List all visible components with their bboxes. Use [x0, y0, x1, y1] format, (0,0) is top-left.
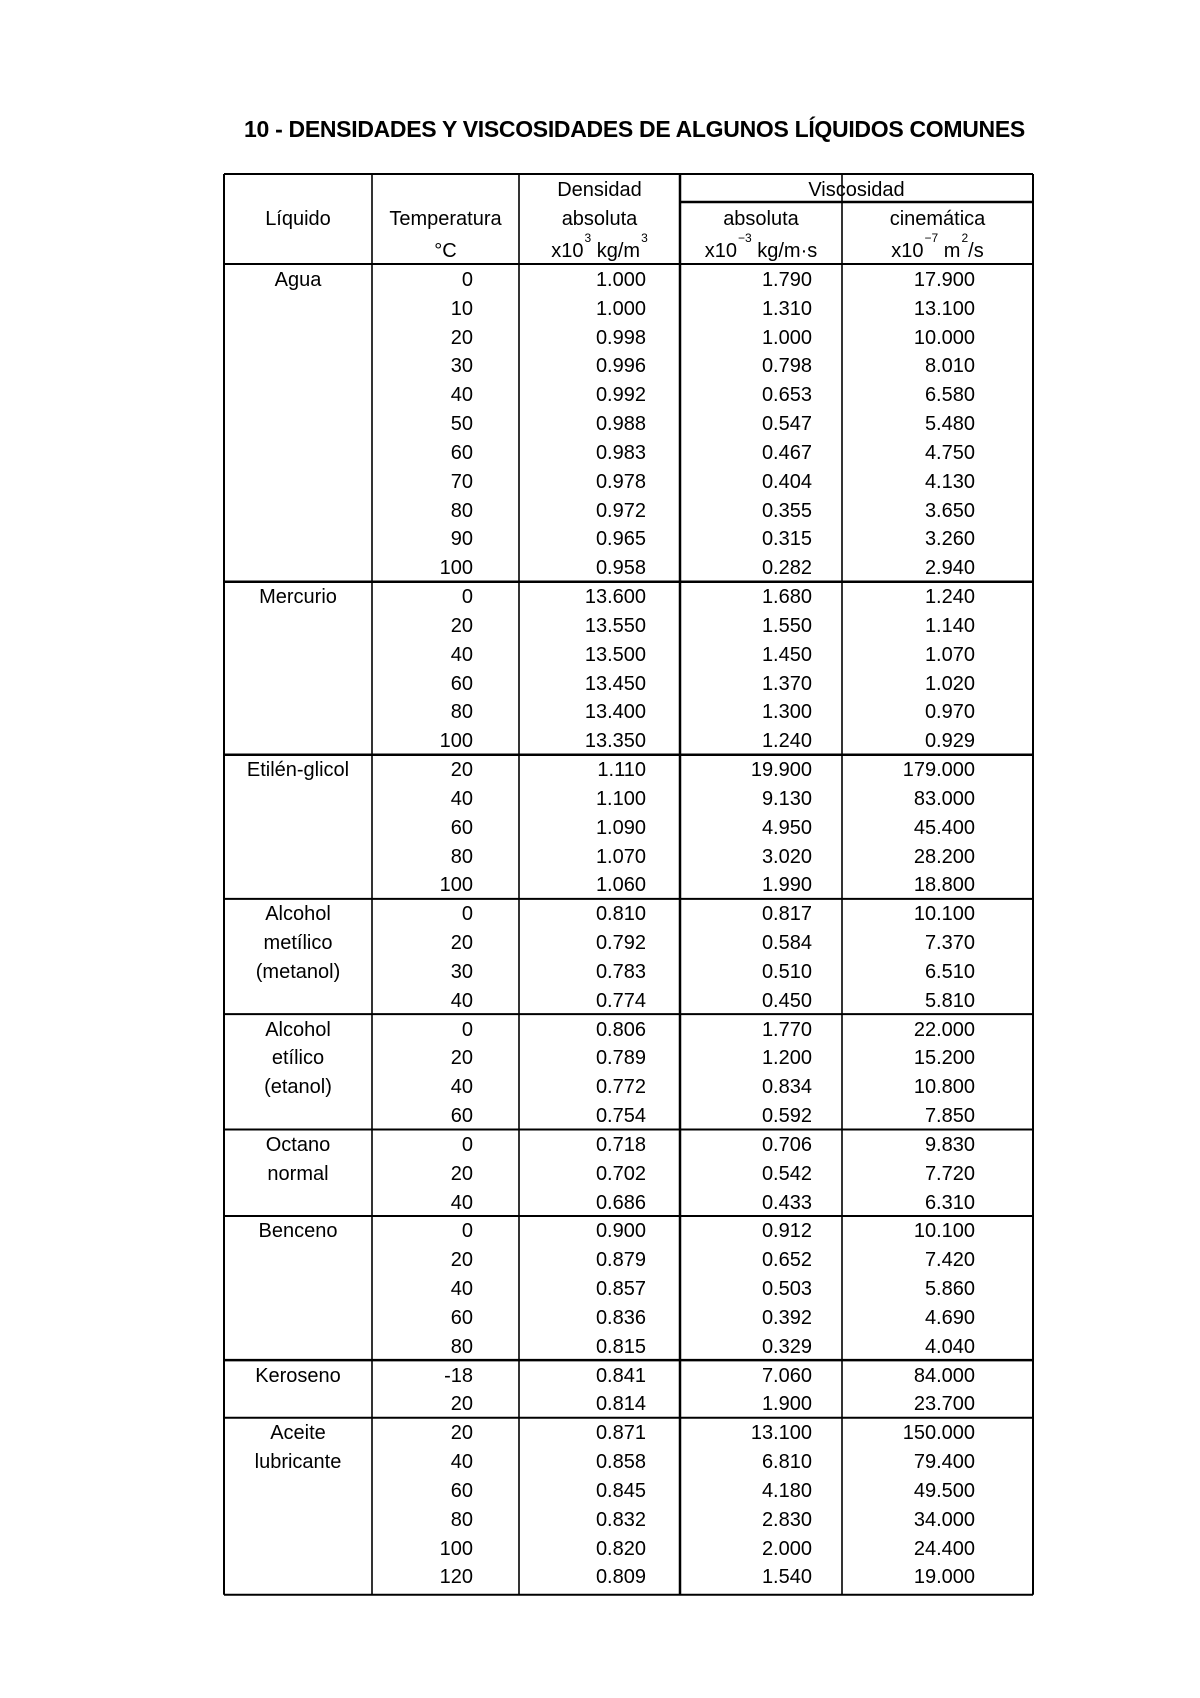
- table-cell: 40: [450, 384, 473, 407]
- table-cell: 4.040: [924, 1335, 975, 1358]
- header-densidad-unit-exponent: 3: [584, 231, 592, 246]
- table-cell: 0.810: [595, 903, 646, 926]
- table-cell: 20: [450, 1047, 473, 1070]
- header-viscosidad-absoluta: absoluta: [723, 208, 799, 230]
- table-cell: 0.702: [595, 1162, 646, 1185]
- table-cell: 1.240: [924, 586, 975, 609]
- table-cell: 6.310: [924, 1191, 975, 1214]
- header-viscosidad-cinematica-unit-unit-tail: /s: [968, 240, 984, 262]
- table-cell: -18: [444, 1364, 473, 1387]
- table-cell: 10: [450, 297, 473, 320]
- liquid-name: lubricante: [254, 1451, 342, 1474]
- table-cell: 13.450: [584, 672, 646, 695]
- liquid-name: Aceite: [270, 1422, 326, 1445]
- table-cell: 50: [450, 413, 473, 436]
- header-viscosidad-absoluta-unit-exponent: −3: [738, 231, 752, 246]
- table-cell: 0.832: [595, 1508, 646, 1531]
- table-cell: 8.010: [924, 355, 975, 378]
- page-title: 10 - DENSIDADES Y VISCOSIDADES DE ALGUNOS LÍQUIDOS COMUNES: [244, 116, 1025, 142]
- table-cell: 4.130: [924, 470, 975, 493]
- table-cell: 0.542: [761, 1162, 812, 1185]
- liquid-name: (metanol): [255, 960, 341, 983]
- table-cell: 0.965: [595, 528, 646, 551]
- table-cell: 4.690: [924, 1306, 975, 1329]
- table-cell: 0.584: [761, 932, 812, 955]
- table-cell: 49.500: [913, 1479, 975, 1502]
- table-cell: 2.000: [761, 1537, 812, 1560]
- table-cell: 0.929: [924, 730, 975, 753]
- table-cell: 1.310: [761, 297, 812, 320]
- liquid-name: Etilén-glicol: [246, 759, 350, 782]
- table-cell: 13.100: [750, 1422, 812, 1445]
- table-cell: 0.392: [761, 1306, 812, 1329]
- table-cell: 1.990: [761, 874, 812, 897]
- table-cell: 13.350: [584, 730, 646, 753]
- table-cell: 24.400: [913, 1537, 975, 1560]
- table-cell: 6.810: [761, 1451, 812, 1474]
- table-cell: 20: [450, 1422, 473, 1445]
- liquid-name: (etanol): [264, 1076, 332, 1099]
- table-cell: 1.070: [595, 845, 646, 868]
- table-cell: 30: [450, 355, 473, 378]
- table-cell: 0.798: [761, 355, 812, 378]
- liquid-name: Alcohol: [265, 1018, 331, 1041]
- table-cell: 0.789: [595, 1047, 646, 1070]
- table-cell: 30: [450, 960, 473, 983]
- table-cell: 0.814: [595, 1393, 646, 1416]
- header-viscosidad-cinematica-unit-unit-exponent: 2: [961, 231, 969, 246]
- table-cell: 80: [450, 845, 473, 868]
- header-viscosidad-absoluta-unit: [681, 231, 841, 262]
- table-cell: 1.900: [761, 1393, 812, 1416]
- table-cell: 0.988: [595, 413, 646, 436]
- table-cell: 0.652: [761, 1249, 812, 1272]
- table-cell: 0.772: [595, 1076, 646, 1099]
- header-densidad-unit: [521, 231, 679, 262]
- table-cell: 0.510: [761, 960, 812, 983]
- table-cell: 7.720: [924, 1162, 975, 1185]
- table-cell: 80: [450, 499, 473, 522]
- table-cell: 3.650: [924, 499, 975, 522]
- table-cell: 0: [461, 1220, 473, 1243]
- header-viscosidad-cinematica-unit: [843, 231, 1033, 262]
- table-cell: 40: [450, 1278, 473, 1301]
- table-cell: 10.000: [913, 326, 975, 349]
- table-cell: 60: [450, 1479, 473, 1502]
- table-cell: 179.000: [902, 759, 975, 782]
- table-cell: 3.020: [761, 845, 812, 868]
- table-cell: 18.800: [913, 874, 975, 897]
- table-cell: 1.770: [761, 1018, 812, 1041]
- table-cell: 0.983: [595, 441, 646, 464]
- table-cell: 100: [439, 1537, 473, 1560]
- header-temperatura-unit: °C: [434, 240, 457, 262]
- table-cell: 15.200: [913, 1047, 975, 1070]
- table-cell: 1.110: [597, 759, 646, 782]
- header-viscosidad-cinematica-unit-unit: m: [938, 240, 961, 262]
- table-cell: 1.000: [595, 297, 646, 320]
- table-cell: 0: [461, 1018, 473, 1041]
- header-viscosidad: Viscosidad: [808, 179, 905, 201]
- table-cell: 10.100: [913, 1220, 975, 1243]
- table-cell: 1.540: [761, 1566, 812, 1589]
- table-cell: 1.100: [595, 787, 646, 810]
- header-temperatura: Temperatura: [389, 208, 502, 230]
- table-cell: 0.858: [595, 1451, 646, 1474]
- table-cell: 0: [461, 586, 473, 609]
- table-cell: 1.070: [924, 643, 975, 666]
- table-cell: 0.998: [595, 326, 646, 349]
- table-cell: 1.450: [761, 643, 812, 666]
- liquid-name: Keroseno: [255, 1364, 341, 1387]
- table-cell: 60: [450, 441, 473, 464]
- table-cell: 20: [450, 932, 473, 955]
- liquid-name: Alcohol: [265, 903, 331, 926]
- table-cell: 0.970: [924, 701, 975, 724]
- table-cell: 0.996: [595, 355, 646, 378]
- table-cell: 80: [450, 1335, 473, 1358]
- liquid-name: Mercurio: [259, 586, 337, 609]
- table-cell: 13.400: [584, 701, 646, 724]
- table-cell: 0.653: [761, 384, 812, 407]
- table-cell: 13.600: [584, 586, 646, 609]
- table-cell: 1.550: [761, 614, 812, 637]
- table-cell: 40: [450, 643, 473, 666]
- table-cell: 4.180: [761, 1479, 812, 1502]
- table-cell: 40: [450, 989, 473, 1012]
- table-cell: 19.900: [750, 759, 812, 782]
- table-cell: 1.200: [761, 1047, 812, 1070]
- liquid-name: Benceno: [258, 1220, 338, 1243]
- table-cell: 0.900: [595, 1220, 646, 1243]
- table-cell: 7.850: [924, 1105, 975, 1128]
- table-cell: 20: [450, 1162, 473, 1185]
- table-cell: 3.260: [924, 528, 975, 551]
- table-cell: 60: [450, 672, 473, 695]
- header-densidad-unit-base: x10: [551, 240, 584, 262]
- table-cell: 70: [450, 470, 473, 493]
- table-cell: 0.792: [595, 932, 646, 955]
- table-cell: 7.060: [761, 1364, 812, 1387]
- table-cell: 0.774: [595, 989, 646, 1012]
- table-cell: 0.834: [761, 1076, 812, 1099]
- table-cell: 0.404: [761, 470, 812, 493]
- table-cell: 0.972: [595, 499, 646, 522]
- liquid-name: etílico: [271, 1047, 325, 1070]
- table-cell: 0.978: [595, 470, 646, 493]
- table-cell: 0.857: [595, 1278, 646, 1301]
- table-cell: 45.400: [913, 816, 975, 839]
- table-cell: 0.718: [595, 1133, 646, 1156]
- table-cell: 1.000: [595, 269, 646, 291]
- table-cell: 6.580: [924, 384, 975, 407]
- table-cell: 13.100: [913, 297, 975, 320]
- table-cell: 0.958: [595, 557, 646, 580]
- table-cell: 100: [439, 557, 473, 580]
- table-cell: 60: [450, 1105, 473, 1128]
- table-cell: 0: [461, 903, 473, 926]
- table-cell: 22.000: [913, 1018, 975, 1041]
- table-cell: 0.706: [761, 1133, 812, 1156]
- table-cell: 1.370: [761, 672, 812, 695]
- table-cell: 100: [439, 730, 473, 753]
- table-cell: 0.871: [595, 1422, 646, 1445]
- table-cell: 10.100: [913, 903, 975, 926]
- table-cell: 0.467: [761, 441, 812, 464]
- table-cell: 20: [450, 1393, 473, 1416]
- table-cell: 19.000: [913, 1566, 975, 1589]
- table-cell: 9.130: [761, 787, 812, 810]
- table-cell: 84.000: [913, 1364, 975, 1387]
- table-cell: 34.000: [913, 1508, 975, 1531]
- table-cell: 17.900: [913, 269, 975, 291]
- header-viscosidad-cinematica-unit-base: x10: [891, 240, 924, 262]
- table-cell: 0.820: [595, 1537, 646, 1560]
- table-cell: 13.550: [584, 614, 646, 637]
- table-cell: 23.700: [913, 1393, 975, 1416]
- table-cell: 90: [450, 528, 473, 551]
- table-cell: 10.800: [913, 1076, 975, 1099]
- table-cell: 5.810: [924, 989, 975, 1012]
- header-densidad: Densidad: [557, 179, 642, 201]
- table-cell: 7.370: [924, 932, 975, 955]
- table-cell: 0.809: [595, 1566, 646, 1589]
- table-cell: 40: [450, 787, 473, 810]
- table-cell: 80: [450, 1508, 473, 1531]
- liquid-name: Agua: [274, 269, 322, 291]
- table-cell: 5.860: [924, 1278, 975, 1301]
- table-cell: 0.592: [761, 1105, 812, 1128]
- header-densidad-absoluta: absoluta: [561, 208, 638, 230]
- header-liquido: Líquido: [265, 208, 331, 230]
- table-cell: 0.783: [595, 960, 646, 983]
- table-cell: 2.940: [924, 557, 975, 580]
- header-densidad-unit-unit: kg/m: [591, 240, 641, 262]
- table-cell: 20: [450, 326, 473, 349]
- header-viscosidad-cinematica: cinemática: [889, 208, 986, 230]
- liquid-name: Octano: [265, 1133, 331, 1156]
- table-cell: 0.355: [761, 499, 812, 522]
- table-cell: 0: [461, 1133, 473, 1156]
- table-cell: 80: [450, 701, 473, 724]
- table-cell: 1.300: [761, 701, 812, 724]
- table-cell: 20: [450, 1249, 473, 1272]
- table-cell: 100: [439, 874, 473, 897]
- header-viscosidad-absoluta-unit-unit: kg/m·s: [751, 240, 818, 262]
- table-cell: 0.282: [761, 557, 812, 580]
- header-viscosidad-cinematica-unit-exponent: −7: [924, 231, 939, 246]
- table-cell: 20: [450, 614, 473, 637]
- table-cell: 0.754: [595, 1105, 646, 1128]
- table-cell: 13.500: [584, 643, 646, 666]
- table-cell: 7.420: [924, 1249, 975, 1272]
- table-cell: 0.845: [595, 1479, 646, 1502]
- table-cell: 0.815: [595, 1335, 646, 1358]
- table-cell: 0.836: [595, 1306, 646, 1329]
- table-cell: 120: [439, 1566, 473, 1589]
- table-cell: 1.680: [761, 586, 812, 609]
- table-cell: 5.480: [924, 413, 975, 436]
- table-cell: 79.400: [913, 1451, 975, 1474]
- table-cell: 0.433: [761, 1191, 812, 1214]
- table-cell: 0.806: [595, 1018, 646, 1041]
- table-cell: 0.547: [761, 413, 812, 436]
- table-cell: 0.817: [761, 903, 812, 926]
- table-cell: 1.090: [595, 816, 646, 839]
- table-cell: 2.830: [761, 1508, 812, 1531]
- table-cell: 60: [450, 816, 473, 839]
- table-cell: 0.503: [761, 1278, 812, 1301]
- table-cell: 1.000: [761, 326, 812, 349]
- table-cell: 0.450: [761, 989, 812, 1012]
- table-cell: 1.240: [761, 730, 812, 753]
- table-cell: 1.140: [924, 614, 975, 637]
- liquid-name: normal: [267, 1162, 329, 1185]
- table-cell: 0.912: [761, 1220, 812, 1243]
- table-cell: 0.879: [595, 1249, 646, 1272]
- table-cell: 1.060: [595, 874, 646, 897]
- table-cell: 40: [450, 1191, 473, 1214]
- table-cell: 150.000: [902, 1422, 975, 1445]
- table-cell: 0.315: [761, 528, 812, 551]
- table-cell: 1.790: [761, 269, 812, 291]
- table-cell: 40: [450, 1076, 473, 1099]
- table-cell: 0.992: [595, 384, 646, 407]
- table-cell: 60: [450, 1306, 473, 1329]
- table-cell: 4.950: [761, 816, 812, 839]
- table-cell: 1.020: [924, 672, 975, 695]
- table-cell: 40: [450, 1451, 473, 1474]
- header-densidad-unit-unit-exponent: 3: [641, 231, 648, 246]
- header-viscosidad-absoluta-unit-base: x10: [704, 240, 737, 262]
- table-cell: 28.200: [913, 845, 975, 868]
- table-cell: 4.750: [924, 441, 975, 464]
- table-cell: 0.329: [761, 1335, 812, 1358]
- table-cell: 0: [461, 269, 473, 291]
- table-cell: 20: [450, 759, 473, 782]
- table-cell: 0.686: [595, 1191, 646, 1214]
- table-cell: 0.841: [595, 1364, 646, 1387]
- liquid-name: metílico: [263, 932, 333, 955]
- table-cell: 9.830: [924, 1133, 975, 1156]
- table-cell: 6.510: [924, 960, 975, 983]
- table-cell: 83.000: [913, 787, 975, 810]
